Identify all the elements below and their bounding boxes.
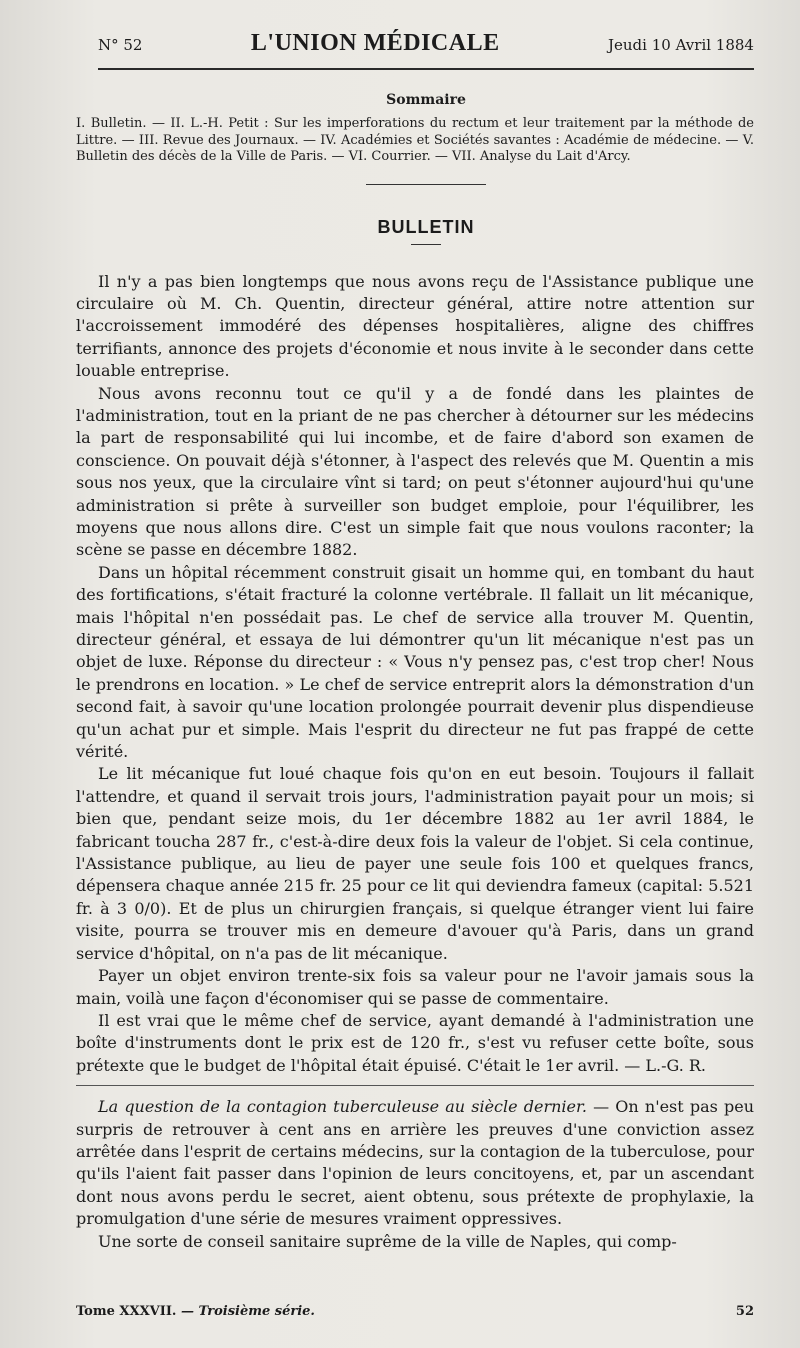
article-body (76, 271, 754, 1253)
paragraph-4: Le lit mécanique fut loué chaque fois qu'on en eut besoin. Toujours il fallait l'attendre, et quand il servait trois jours, l'administration payait pour un mois; si bien que, pendant seize mois, du 1er décembre 1882 au 1er avril 1884, le fabricant toucha 287 fr., c'est-à-dire deux fois la valeur de l'objet. Si cela continue, l'Assistance publique, au lieu de payer une seule fois 100 et quelques francs, dépensera chaque année 215 fr. 25 pour ce lit qui deviendra fameux (capital: 5.521 fr. à 3 0/0). Et de plus un chirurgien français, si quelque étranger vient lui faire visite, pourra se trouver mis en demeure d'avouer qu'à Paris, dans un grand service d'hôpital, on n'a pas de lit mécanique. (76, 764, 754, 963)
serie-label: — Troisième série. (180, 1304, 315, 1319)
sommaire-text: I. Bulletin. — II. L.-H. Petit : Sur les imperforations du rectum et leur traitement par la méthode de Littre. — III. Revue des Journaux. — IV. Académies et Sociétés savantes : Académie de médecine. — V. Bulletin des décès de la Ville de Paris. — VI. Courrier. — VII. Analyse du Lait d'Arcy. (76, 116, 754, 164)
heading-rule (411, 244, 441, 245)
footer-tome (76, 1304, 315, 1319)
paragraph-3: Dans un hôpital récemment construit gisait un homme qui, en tombant du haut des fortifications, s'était fracturé la colonne vertébrale. Il fallait un lit mécanique, mais l'hôpital n'en possédait pas. Le chef de service alla trouver M. Quentin, directeur général, et essaya de lui démontrer qu'un lit mécanique n'est pas un objet de luxe. Réponse du directeur : « Vous n'y pensez pas, c'est trop cher! Nous le prendrons en location. » Le chef de service entreprit alors la démonstration d'un second fait, à savoir qu'une location prolongée pourrait devenir plus dispendieuse qu'un achat pur et simple. Mais l'esprit du directeur ne fut pas frappé de cette vérité. (76, 562, 754, 762)
page-header (98, 30, 754, 70)
bulletin-heading: BULLETIN (377, 216, 475, 237)
paragraph-8: Une sorte de conseil sanitaire suprême de la ville de Naples, qui comp- (98, 1231, 677, 1251)
page-footer (76, 1304, 754, 1319)
issue-number: N° 52 (98, 36, 143, 54)
paragraph-5: Payer un objet environ trente-six fois sa valeur pour ne l'avoir jamais sous la main, voilà une façon d'économiser qui se passe de commentaire. (76, 966, 754, 1008)
page-number: 52 (735, 1304, 754, 1319)
tome-label: Tome XXXVII. (76, 1304, 177, 1319)
section-divider (366, 184, 486, 185)
issue-date: Jeudi 10 Avril 1884 (608, 36, 754, 54)
sommaire-heading: Sommaire (386, 92, 466, 108)
paragraph-7 (76, 1096, 754, 1230)
paragraph-1: Il n'y a pas bien longtemps que nous avons reçu de l'Assistance publique une circulaire où M. Ch. Quentin, directeur général, attire notre attention sur l'accroissement immodéré des dépenses hospitalières, aligne des chiffres terrifiants, annonce des projets d'économie et nous invite à le seconder dans cette louable entreprise. (76, 271, 754, 381)
article-separator (76, 1085, 754, 1086)
paragraph-6: Il est vrai que le même chef de service, ayant demandé à l'administration une boîte d'instruments dont le prix est de 120 fr., s'est vu refuser cette boîte, sous prétexte que le budget de l'hôpital était épuisé. C'était le 1er avril. — L.-G. R. (76, 1010, 754, 1075)
paragraph-7-title: La question de la contagion tuberculeuse au siècle dernier. (98, 1097, 587, 1117)
paragraph-7-text: — On n'est pas peu surpris de retrouver à cent ans en arrière les preuves d'une conviction assez arrêtée dans l'esprit de certains médecins, sur la contagion de la tuberculose, pour qu'ils l'aient fait passer dans l'opinion de leurs concitoyens, et, par un ascendant dont nous avons perdu le secret, aient obtenu, sous prétexte de prophylaxie, la promulgation d'une série de mesures vraiment oppressives. (76, 1097, 755, 1229)
journal-title: L'UNION MÉDICALE (250, 30, 500, 56)
paragraph-2: Nous avons reconnu tout ce qu'il y a de fondé dans les plaintes de l'administration, tout en la priant de ne pas chercher à détourner sur les médecins la part de responsabilité qui lui incombe, et de faire d'abord son examen de conscience. On pouvait déjà s'étonner, à l'aspect des relevés que M. Quentin a mis sous nos yeux, que la circulaire vînt si tard; on peut s'étonner aujourd'hui qu'une administration si prête à surveiller son budget emploie, pour l'équilibrer, les moyens que nous allons dire. C'est un simple fait que nous voulons raconter; la scène se passe en décembre 1882. (76, 383, 754, 560)
